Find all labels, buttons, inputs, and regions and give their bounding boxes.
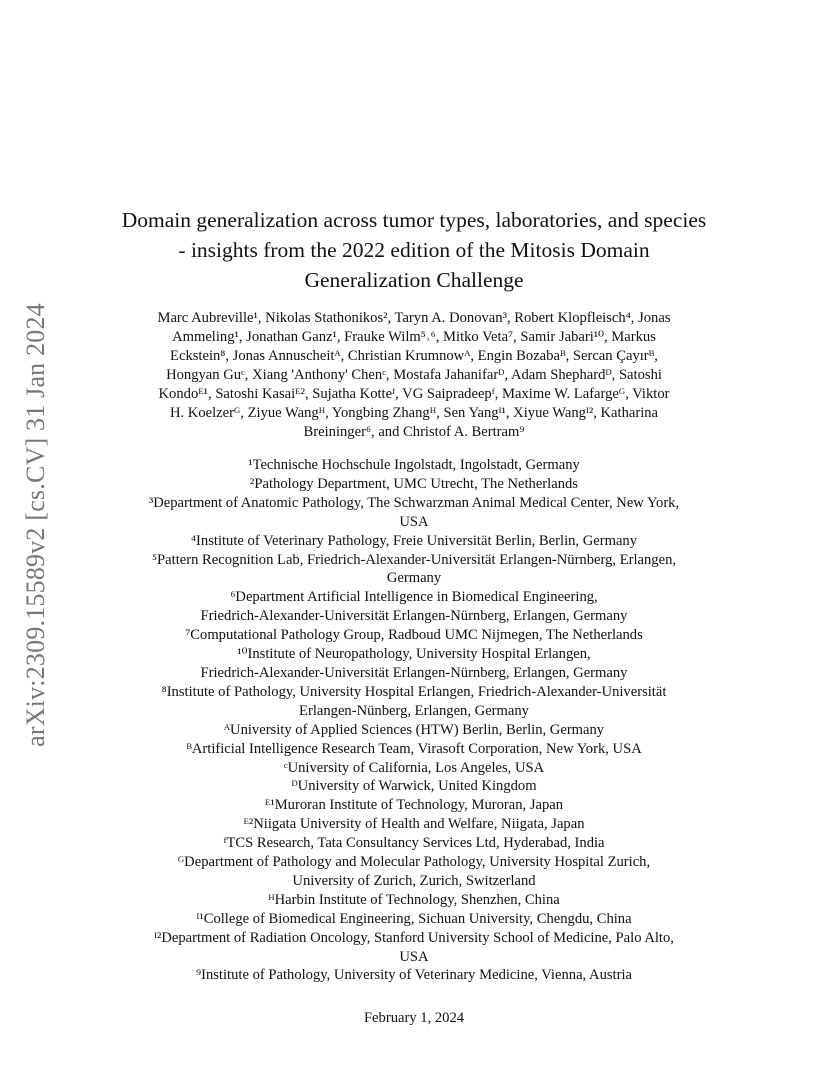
title-line: Generalization Challenge xyxy=(304,268,524,292)
title-line: - insights from the 2022 edition of the Mitosis Domain xyxy=(178,238,650,262)
author-line: Marc Aubreville¹, Nikolas Stathonikos², Taryn A. Donovan³, Robert Klopfleisch⁴, Jonas xyxy=(157,310,671,326)
affiliation-line: ⁵Pattern Recognition Lab, Friedrich-Alexander-Universität Erlangen-Nürnberg, Erlangen, xyxy=(151,551,677,568)
arxiv-identifier-stamp xyxy=(14,290,58,760)
arxiv-identifier-text: arXiv:2309.15589v2 [cs.CV] 31 Jan 2024 xyxy=(21,303,50,747)
affiliation-line: ²Pathology Department, UMC Utrecht, The Netherlands xyxy=(250,475,578,492)
affiliation-line: ³Department of Anatomic Pathology, The Schwarzman Animal Medical Center, New York, xyxy=(148,494,680,511)
affiliation-line: ᴵ²Department of Radiation Oncology, Stanford University School of Medicine, Palo Alto, xyxy=(154,929,674,946)
affiliation-line: ᴳDepartment of Pathology and Molecular Pathology, University Hospital Zurich, xyxy=(177,854,651,871)
affiliation-line: USA xyxy=(399,948,429,965)
affiliation-line: ⁸Institute of Pathology, University Hospital Erlangen, Friedrich-Alexander-Universität xyxy=(161,683,667,700)
publication-date: February 1, 2024 xyxy=(363,1010,465,1026)
author-line: Ammeling¹, Jonathan Ganz¹, Frauke Wilm⁵˒⁶, Mitko Veta⁷, Samir Jabari¹⁰, Markus xyxy=(172,329,656,345)
affiliation-line: ⁶Department Artificial Intelligence in Biomedical Engineering, xyxy=(230,589,598,606)
affiliation-line: ᴰUniversity of Warwick, United Kingdom xyxy=(291,778,537,795)
affiliation-line: ᴱ¹Muroran Institute of Technology, Muroran, Japan xyxy=(264,797,564,814)
affiliation-line: ⁹Institute of Pathology, University of Veterinary Medicine, Vienna, Austria xyxy=(196,967,632,984)
affiliation-line: ᶠTCS Research, Tata Consultancy Services Ltd, Hyderabad, India xyxy=(223,835,605,852)
affiliation-line: ᴮArtificial Intelligence Research Team, Virasoft Corporation, New York, USA xyxy=(186,740,642,757)
affiliation-line: ⁴Institute of Veterinary Pathology, Freie Universität Berlin, Berlin, Germany xyxy=(190,532,638,549)
affiliation-line: ᶜUniversity of California, Los Angeles, USA xyxy=(283,759,545,776)
affiliation-line: ᴬUniversity of Applied Sciences (HTW) Berlin, Berlin, Germany xyxy=(223,721,605,738)
author-line: Hongyan Guᶜ, Xiang 'Anthony' Chenᶜ, Mostafa Jahanifarᴰ, Adam Shephardᴰ, Satoshi xyxy=(166,367,662,383)
affiliation-line: Erlangen-Nünberg, Erlangen, Germany xyxy=(299,702,529,719)
affiliation-line: ⁷Computational Pathology Group, Radboud UMC Nijmegen, The Netherlands xyxy=(185,627,643,644)
paper-title xyxy=(90,205,738,295)
author-line: Eckstein⁸, Jonas Annuscheitᴬ, Christian Krumnowᴬ, Engin Bozabaᴮ, Sercan Çayırᴮ, xyxy=(170,348,658,364)
affiliation-line: ᴱ²Niigata University of Health and Welfare, Niigata, Japan xyxy=(243,816,585,833)
affiliation-line: ᴴHarbin Institute of Technology, Shenzhen, China xyxy=(268,891,560,908)
author-list xyxy=(104,309,724,442)
affiliation-line: Friedrich-Alexander-Universität Erlangen-Nürnberg, Erlangen, Germany xyxy=(200,608,628,625)
affiliation-line: University of Zurich, Zurich, Switzerland xyxy=(292,872,536,889)
affiliation-line: Germany xyxy=(386,570,442,587)
affiliation-line: USA xyxy=(399,513,429,530)
author-line: Kondoᴱ¹, Satoshi Kasaiᴱ², Sujatha Kotteᶠ, VG Saipradeepᶠ, Maxime W. Lafargeᴳ, Viktor xyxy=(158,386,670,402)
affiliation-line: ¹⁰Institute of Neuropathology, University Hospital Erlangen, xyxy=(237,646,591,663)
affiliation-line: ¹Technische Hochschule Ingolstadt, Ingolstadt, Germany xyxy=(248,457,580,473)
author-line: Breininger⁶, and Christof A. Bertram⁹ xyxy=(303,424,525,440)
title-line: Domain generalization across tumor types, laboratories, and species xyxy=(121,208,707,232)
affiliation-line: ᴵ¹College of Biomedical Engineering, Sichuan University, Chengdu, China xyxy=(196,910,632,927)
affiliation-list xyxy=(90,456,738,985)
affiliation-line: Friedrich-Alexander-Universität Erlangen-Nürnberg, Erlangen, Germany xyxy=(200,664,628,681)
author-line: H. Koelzerᴳ, Ziyue Wangᴴ, Yongbing Zhangᴴ, Sen Yangᴵ¹, Xiyue Wangᴵ², Katharina xyxy=(169,405,659,421)
